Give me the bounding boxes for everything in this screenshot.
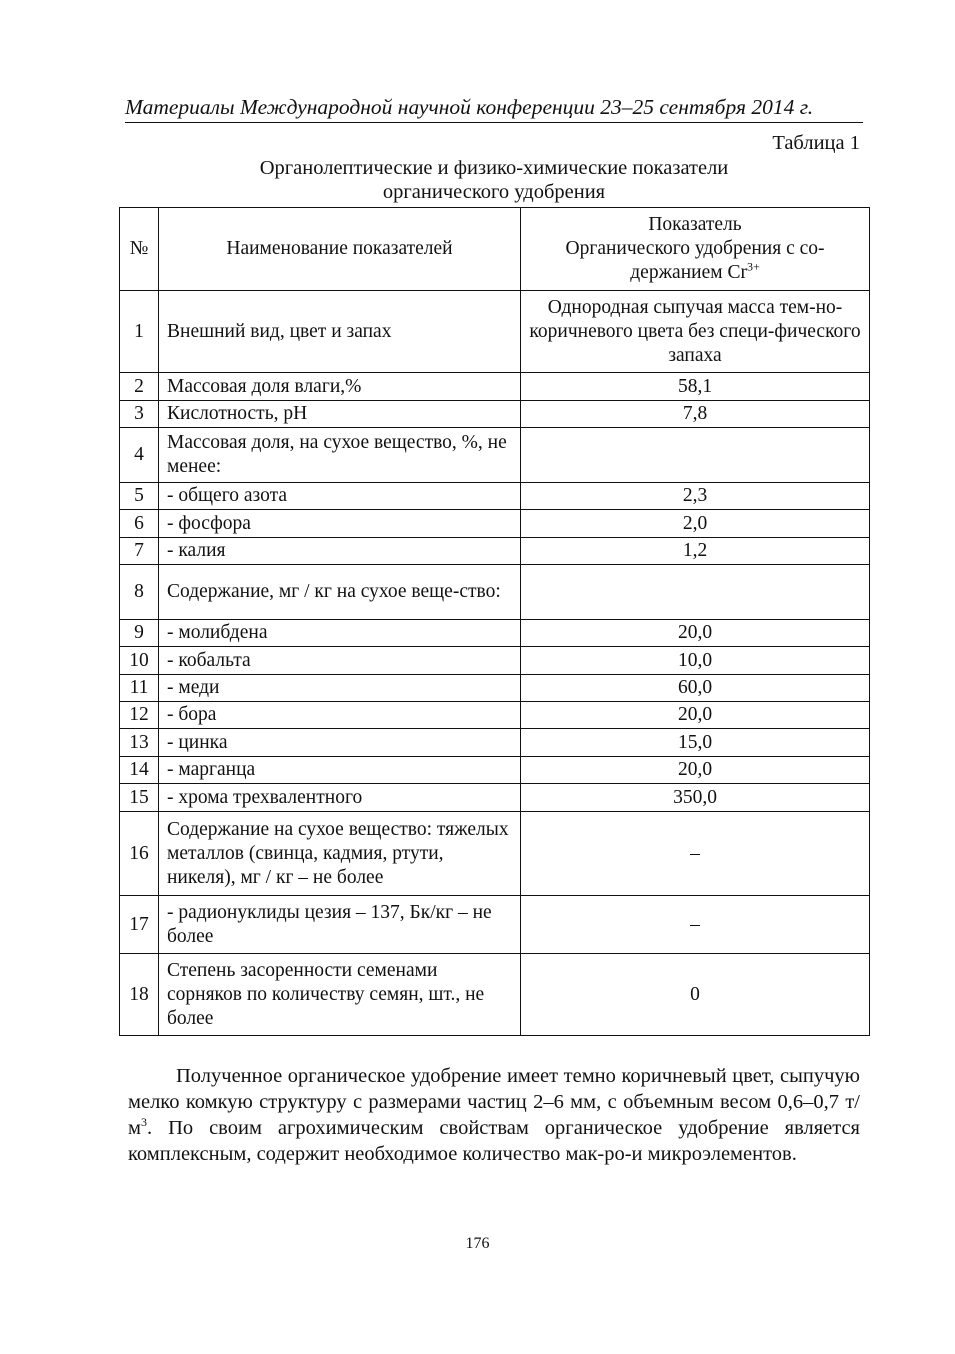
paragraph-part-1: Полученное органическое удобрение имеет темно коричневый цвет, сыпучую мелко комкую структуру с размерами частиц 2–6 мм, с объемным весом 0,6–0,7 т/м xyxy=(128,1065,860,1139)
table-row xyxy=(120,428,870,483)
header-name: Наименование показателей xyxy=(159,208,521,291)
row-name: - цинка xyxy=(159,729,521,757)
table-row xyxy=(120,784,870,812)
row-value: 15,0 xyxy=(521,729,870,757)
row-value: 20,0 xyxy=(521,757,870,784)
row-name: Массовая доля влаги,% xyxy=(159,373,521,401)
table-row xyxy=(120,729,870,757)
row-name: - бора xyxy=(159,702,521,729)
row-value: Однородная сыпучая масса тем-но-коричневого цвета без специ-фического запаха xyxy=(521,291,870,373)
table-row xyxy=(120,291,870,373)
indicators-table xyxy=(119,207,870,1036)
table-title-line-2: органического удобрения xyxy=(382,181,606,203)
row-value: – xyxy=(521,812,870,896)
row-name: - кобальта xyxy=(159,647,521,675)
table-row xyxy=(120,812,870,896)
row-value: 2,0 xyxy=(521,510,870,538)
row-num: 17 xyxy=(120,896,159,954)
row-name: - радионуклиды цезия – 137, Бк/кг – не более xyxy=(159,896,521,954)
row-name: - калия xyxy=(159,538,521,565)
header-value-line-1: Показатель xyxy=(648,214,742,235)
table-row xyxy=(120,510,870,538)
row-value: – xyxy=(521,896,870,954)
header-value xyxy=(521,208,870,291)
row-num: 8 xyxy=(120,565,159,620)
row-num: 13 xyxy=(120,729,159,757)
row-name: - фосфора xyxy=(159,510,521,538)
row-num: 14 xyxy=(120,757,159,784)
row-num: 7 xyxy=(120,538,159,565)
row-name: - молибдена xyxy=(159,620,521,647)
table-row xyxy=(120,647,870,675)
header-value-line-2: Органического удобрения с со- xyxy=(565,238,825,259)
row-value: 58,1 xyxy=(521,373,870,401)
row-value: 1,2 xyxy=(521,538,870,565)
running-header: Материалы Международной научной конференции 23–25 сентября 2014 г. xyxy=(125,93,863,123)
row-num: 18 xyxy=(120,954,159,1036)
table-row xyxy=(120,538,870,565)
paragraph-text xyxy=(128,1063,860,1167)
row-num: 6 xyxy=(120,510,159,538)
row-value: 2,3 xyxy=(521,483,870,510)
row-num: 10 xyxy=(120,647,159,675)
row-name: Содержание на сухое вещество: тяжелых металлов (свинца, кадмия, ртути, никеля), мг / кг – не более xyxy=(159,812,521,896)
body-paragraph xyxy=(128,1063,860,1167)
table-row xyxy=(120,483,870,510)
header-value-line-3-text: держанием Cr xyxy=(630,262,747,283)
row-name: Степень засоренности семенами сорняков по количеству семян, шт., не более xyxy=(159,954,521,1036)
row-value: 20,0 xyxy=(521,702,870,729)
row-name: Кислотность, pH xyxy=(159,401,521,428)
row-value xyxy=(521,428,870,483)
row-num: 16 xyxy=(120,812,159,896)
row-num: 15 xyxy=(120,784,159,812)
header-num: № xyxy=(120,208,159,291)
row-name: - хрома трехвалентного xyxy=(159,784,521,812)
table-title xyxy=(119,156,869,204)
row-value: 0 xyxy=(521,954,870,1036)
row-value: 7,8 xyxy=(521,401,870,428)
paragraph-part-2: . По своим агрохимическим свойствам органическое удобрение является комплексным, содержит необходимое количество мак-ро-и микроэлементов. xyxy=(128,1117,860,1165)
table-row xyxy=(120,702,870,729)
row-num: 3 xyxy=(120,401,159,428)
table-row xyxy=(120,373,870,401)
row-value: 20,0 xyxy=(521,620,870,647)
row-name: - общего азота xyxy=(159,483,521,510)
paragraph-superscript: 3 xyxy=(140,1115,147,1130)
row-name: Массовая доля, на сухое вещество, %, не менее: xyxy=(159,428,521,483)
table-row xyxy=(120,954,870,1036)
row-num: 9 xyxy=(120,620,159,647)
header-value-line-3 xyxy=(529,261,861,285)
page-number: 176 xyxy=(465,1235,490,1252)
row-num: 11 xyxy=(120,675,159,702)
row-num: 5 xyxy=(120,483,159,510)
table-label: Таблица 1 xyxy=(772,132,860,154)
row-value xyxy=(521,565,870,620)
row-num: 2 xyxy=(120,373,159,401)
row-name: Содержание, мг / кг на сухое веще-ство: xyxy=(159,565,521,620)
table-row xyxy=(120,620,870,647)
row-num: 4 xyxy=(120,428,159,483)
row-value: 10,0 xyxy=(521,647,870,675)
table-row xyxy=(120,757,870,784)
row-value: 350,0 xyxy=(521,784,870,812)
table-title-line-1: Органолептические и физико-химические показатели xyxy=(259,157,729,179)
row-num: 12 xyxy=(120,702,159,729)
row-name: - меди xyxy=(159,675,521,702)
table-row xyxy=(120,565,870,620)
row-num: 1 xyxy=(120,291,159,373)
row-value: 60,0 xyxy=(521,675,870,702)
table-header-row xyxy=(120,208,870,291)
row-name: - марганца xyxy=(159,757,521,784)
table-row xyxy=(120,675,870,702)
table-row xyxy=(120,401,870,428)
header-value-superscript: 3+ xyxy=(746,259,760,274)
row-name: Внешний вид, цвет и запах xyxy=(159,291,521,373)
table-row xyxy=(120,896,870,954)
